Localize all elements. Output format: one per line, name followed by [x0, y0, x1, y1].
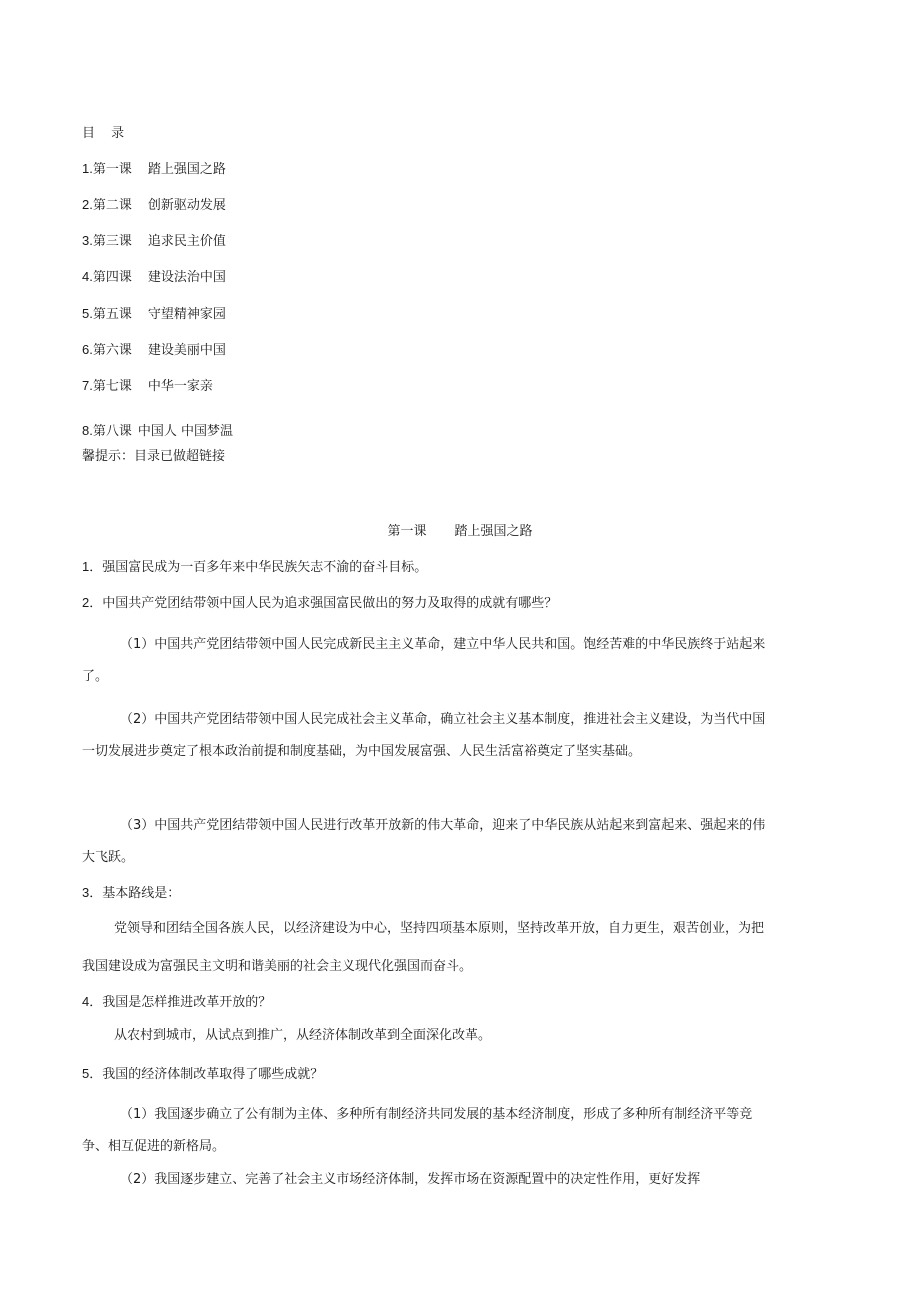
toc-item-name: 踏上强国之路: [147, 162, 226, 177]
toc-link-2[interactable]: [82, 198, 226, 213]
toc-item-number: 1.: [82, 161, 93, 176]
toc-item-2[interactable]: [82, 194, 226, 213]
toc-item-number: 7.: [82, 378, 93, 393]
answer-paragraph: （2）我国逐步建立、完善了社会主义市场经济体制，发挥市场在资源配置中的决定性作用，更好发挥: [120, 1172, 701, 1187]
question-text: 中国共产党团结带领中国人民为追求强国富民做出的努力及取得的成就有哪些？: [102, 596, 558, 611]
toc-link-3[interactable]: [82, 234, 226, 249]
toc-link-4[interactable]: [82, 270, 226, 285]
toc-item-number: 8.: [82, 423, 93, 438]
toc-item-number: 4.: [82, 269, 93, 284]
answer-paragraph: （2）中国共产党团结带领中国人民完成社会主义革命，确立社会主义基本制度，推进社会主义建设，为当代中国一切发展进步奠定了根本政治前提和制度基础，为中国发展富强、人民生活富裕奠定了坚实基础。: [82, 712, 766, 759]
toc-item-lesson: 第八课: [92, 424, 132, 439]
answer-paragraph: 从农村到城市，从试点到推广，从经济体制改革到全面深化改革。: [114, 1028, 492, 1043]
toc-item-name: 建设法治中国: [147, 270, 226, 285]
lesson-title-name: 踏上强国之路: [454, 524, 533, 539]
toc-link-1[interactable]: [82, 162, 226, 177]
toc-item-lesson: 第六课: [92, 343, 132, 358]
question-5: [82, 1063, 782, 1082]
toc-item-lesson: 第五课: [92, 307, 132, 322]
toc-link-5[interactable]: [82, 307, 226, 322]
toc-item-7[interactable]: [82, 375, 213, 394]
toc-item-name: 创新驱动发展: [147, 198, 226, 213]
answer-paragraph: （1）我国逐步确立了公有制为主体、多种所有制经济共同发展的基本经济制度，形成了多种所有制经济平等竞争、相互促进的新格局。: [82, 1107, 753, 1154]
question-2: [82, 592, 782, 611]
question-3: [82, 882, 782, 901]
answer-paragraph: （1）中国共产党团结带领中国人民完成新民主主义革命，建立中华人民共和国。饱经苦难的中华民族终于站起来了。: [82, 637, 766, 684]
toc-item-4[interactable]: [82, 266, 226, 285]
toc-title: 目 录: [82, 126, 131, 141]
lesson-title-number: 第一课: [387, 524, 427, 539]
toc-item-lesson: 第一课: [92, 162, 132, 177]
toc-item-number: 6.: [82, 342, 93, 357]
question-number: 2．: [82, 595, 103, 610]
question-4: [82, 991, 782, 1010]
toc-hint: 馨提示：目录已做超链接: [82, 449, 226, 464]
toc-item-lesson: 第三课: [92, 234, 132, 249]
question-text: 我国的经济体制改革取得了哪些成就？: [102, 1067, 324, 1082]
toc-item-5[interactable]: [82, 303, 226, 322]
toc-link-6[interactable]: [82, 343, 226, 358]
toc-item-3[interactable]: [82, 230, 226, 249]
toc-item-1[interactable]: [82, 158, 226, 177]
question-text: 强国富民成为一百多年来中华民族矢志不渝的奋斗目标。: [102, 560, 428, 575]
toc-link-7[interactable]: [82, 379, 213, 394]
toc-item-6[interactable]: [82, 339, 226, 358]
answer-paragraph: 党领导和团结全国各族人民，以经济建设为中心，坚持四项基本原则，坚持改革开放，自力更生，艰苦创业，为把我国建设成为富强民主文明和谐美丽的社会主义现代化强国而奋斗。: [82, 921, 765, 974]
toc-item-number: 2.: [82, 197, 93, 212]
question-number: 1．: [82, 559, 103, 574]
toc-item-name: 建设美丽中国: [147, 343, 226, 358]
question-text: 我国是怎样推进改革开放的？: [102, 995, 272, 1010]
question-number: 5．: [82, 1066, 103, 1081]
question-text: 基本路线是：: [102, 886, 181, 901]
toc-item-lesson: 第二课: [92, 198, 132, 213]
toc-item-lesson: 第四课: [92, 270, 132, 285]
toc-item-lesson: 第七课: [92, 379, 132, 394]
toc-item-name: 中国人 中国梦温: [137, 424, 233, 439]
toc-item-name: 中华一家亲: [147, 379, 213, 394]
toc-item-number: 5.: [82, 306, 93, 321]
question-1: [82, 556, 782, 575]
toc-link-8[interactable]: [82, 424, 233, 439]
toc-item-name: 追求民主价值: [147, 234, 226, 249]
toc-item-8[interactable]: [82, 420, 233, 439]
question-number: 4．: [82, 994, 103, 1009]
question-number: 3．: [82, 885, 103, 900]
answer-paragraph: （3）中国共产党团结带领中国人民进行改革开放新的伟大革命，迎来了中华民族从站起来到富起来、强起来的伟大飞跃。: [82, 818, 766, 865]
toc-item-number: 3.: [82, 233, 93, 248]
toc-item-name: 守望精神家园: [147, 307, 226, 322]
lesson-title: [0, 520, 920, 539]
